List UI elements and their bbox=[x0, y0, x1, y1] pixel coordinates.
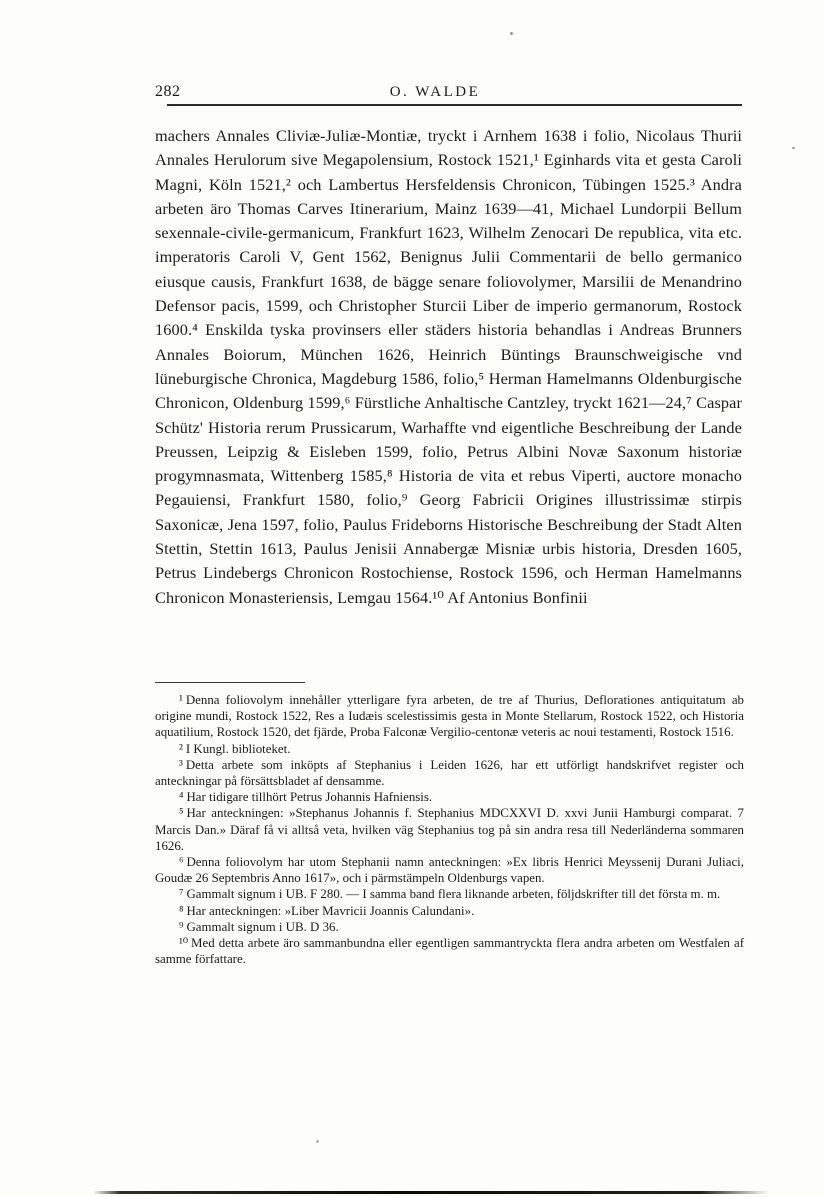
footnote-4 bbox=[155, 789, 744, 805]
running-title: O. WALDE bbox=[389, 84, 481, 100]
page-number: 282 bbox=[155, 83, 181, 100]
footnote-marker: ² bbox=[179, 741, 183, 756]
footnote-text: I Kungl. biblioteket. bbox=[185, 741, 291, 756]
scan-speck bbox=[316, 1140, 319, 1143]
header-rule bbox=[167, 104, 742, 106]
footnote-2 bbox=[155, 741, 744, 757]
footnote-separator bbox=[155, 682, 305, 683]
footnote-6 bbox=[155, 854, 744, 886]
footnote-text: Med detta arbete äro sammanbundna eller egentligen sammantryckta flera andra arbeten om Westfalen af samme författare. bbox=[155, 936, 744, 967]
footnote-marker: ⁴ bbox=[179, 790, 184, 805]
footnote-10 bbox=[155, 935, 744, 967]
footnote-3 bbox=[155, 757, 744, 789]
footnote-9 bbox=[155, 919, 744, 935]
footnote-text: Denna foliovolym har utom Stephanii namn anteckningen: »Ex libris Henrici Meyssenij Durani Juliaci, Goudæ 26 Septembris Anno 1617», och i pärmstämpeln Oldenburgs vapen. bbox=[155, 855, 744, 886]
scan-edge-artifact bbox=[93, 1191, 769, 1194]
footnote-5 bbox=[155, 805, 744, 854]
footnote-7 bbox=[155, 886, 744, 902]
footnote-text: Gammalt signum i UB. D 36. bbox=[186, 919, 339, 934]
footnotes-section bbox=[155, 692, 744, 967]
footnote-text: Har anteckningen: »Liber Mavricii Joannis Calundani». bbox=[186, 903, 475, 918]
footnote-marker: ⁸ bbox=[179, 903, 184, 918]
footnote-marker: ⁹ bbox=[179, 919, 184, 934]
footnote-marker: ⁷ bbox=[179, 887, 184, 902]
footnote-text: Denna foliovolym innehåller ytterligare fyra arbeten, de tre af Thurius, Deflorationes antiquitatum ab origine mundi, Rostock 1522, Res a Iudæis scelestissimis gesta in Monte Stellarum, Rostock 1522, och Historia aquatilium, Rostock 1520, det fjärde, Proba Falconæ Vergilio-centonæ veteris ac noui testamenti, Rostock 1516. bbox=[155, 693, 744, 740]
footnote-marker: ⁶ bbox=[179, 855, 184, 870]
footnote-marker: ⁵ bbox=[179, 806, 184, 821]
scan-speck bbox=[510, 32, 513, 35]
footnote-text: Detta arbete som inköpts af Stephanius i Leiden 1626, har ett utförligt handskrifvet register och anteckningar på försättsbladet af densamme. bbox=[155, 757, 744, 789]
footnote-text: Har anteckningen: »Stephanus Johannis f. Stephanius MDCXXVI D. xxvi Junii Hamburgi comparat. 7 Marcis Dan.» Däraf få vi alltså veta, hvilken väg Stephanius tog på sin andra resa till Nederländerna sommaren 1626. bbox=[155, 806, 744, 853]
footnote-text: Har tidigare tillhört Petrus Johannis Hafniensis. bbox=[186, 790, 433, 805]
footnote-text: Gammalt signum i UB. F 280. — I samma band flera liknande arbeten, följdskrifter till det första m. m. bbox=[186, 887, 721, 902]
footnote-marker: ³ bbox=[179, 757, 183, 772]
footnote-1 bbox=[155, 692, 744, 741]
footnote-8 bbox=[155, 903, 744, 919]
footnote-marker: ¹ bbox=[179, 693, 183, 707]
body-paragraph: machers Annales Cliviæ-Juliæ-Montiæ, tryckt i Arnhem 1638 i folio, Nicolaus Thurii Annales Herulorum sive Megapolensium, Rostock 1521,¹ Eginhards vita et gesta Caroli Magni, Köln 1521,² och Lambertus Hersfeldensis Chronicon, Tübingen 1525.³ Andra arbeten äro Thomas Carves Itinerarium, Mainz 1639—41, Michael Lundorpii Bellum sexennale-civile-germanicum, Frankfurt 1623, Wilhelm Zenocari De republica, vita etc. imperatoris Caroli V, Gent 1562, Benignus Julii Commentarii de bello germanico eiusque causis, Frankfurt 1638, de bägge senare foliovolymer, Marsilii de Menandrino Defensor pacis, 1599, och Christopher Sturcii Liber de imperio germanorum, Rostock 1600.⁴ Enskilda tyska provinsers eller städers historia behandlas i Andreas Brunners Annales Boiorum, München 1626, Heinrich Büntings Braunschweigische vnd lüneburgische Chronica, Magdeburg 1586, folio,⁵ Herman Hamelmanns Oldenburgische Chronicon, Oldenburg 1599,⁶ Fürstliche Anhaltische Cantzley, tryckt 1621—24,⁷ Caspar Schütz' Historia rerum Prussicarum, Warhaffte vnd eigentliche Beschreibung der Lande Preussen, Leipzig & Eisleben 1599, folio, Petrus Albini Novæ Saxonum historiæ progymnasmata, Wittenberg 1585,⁸ Historia de vita et rebus Viperti, auctore monacho Pegauiensi, Frankfurt 1580, folio,⁹ Georg Fabricii Origines illustrissimæ stirpis Saxonicæ, Jena 1597, folio, Paulus Frideborns Historische Beschreibung der Stadt Alten Stettin, Stettin 1613, Paulus Jenisii Annabergæ Misniæ urbis historia, Dresden 1605, Petrus Lindebergs Chronicon Rostochiense, Rostock 1596, och Herman Hamelmanns Chronicon Monasteriensis, Lemgau 1564.¹⁰ Af Antonius Bonfinii bbox=[155, 126, 742, 607]
footnote-marker: ¹⁰ bbox=[179, 936, 189, 951]
scan-speck bbox=[792, 147, 795, 149]
